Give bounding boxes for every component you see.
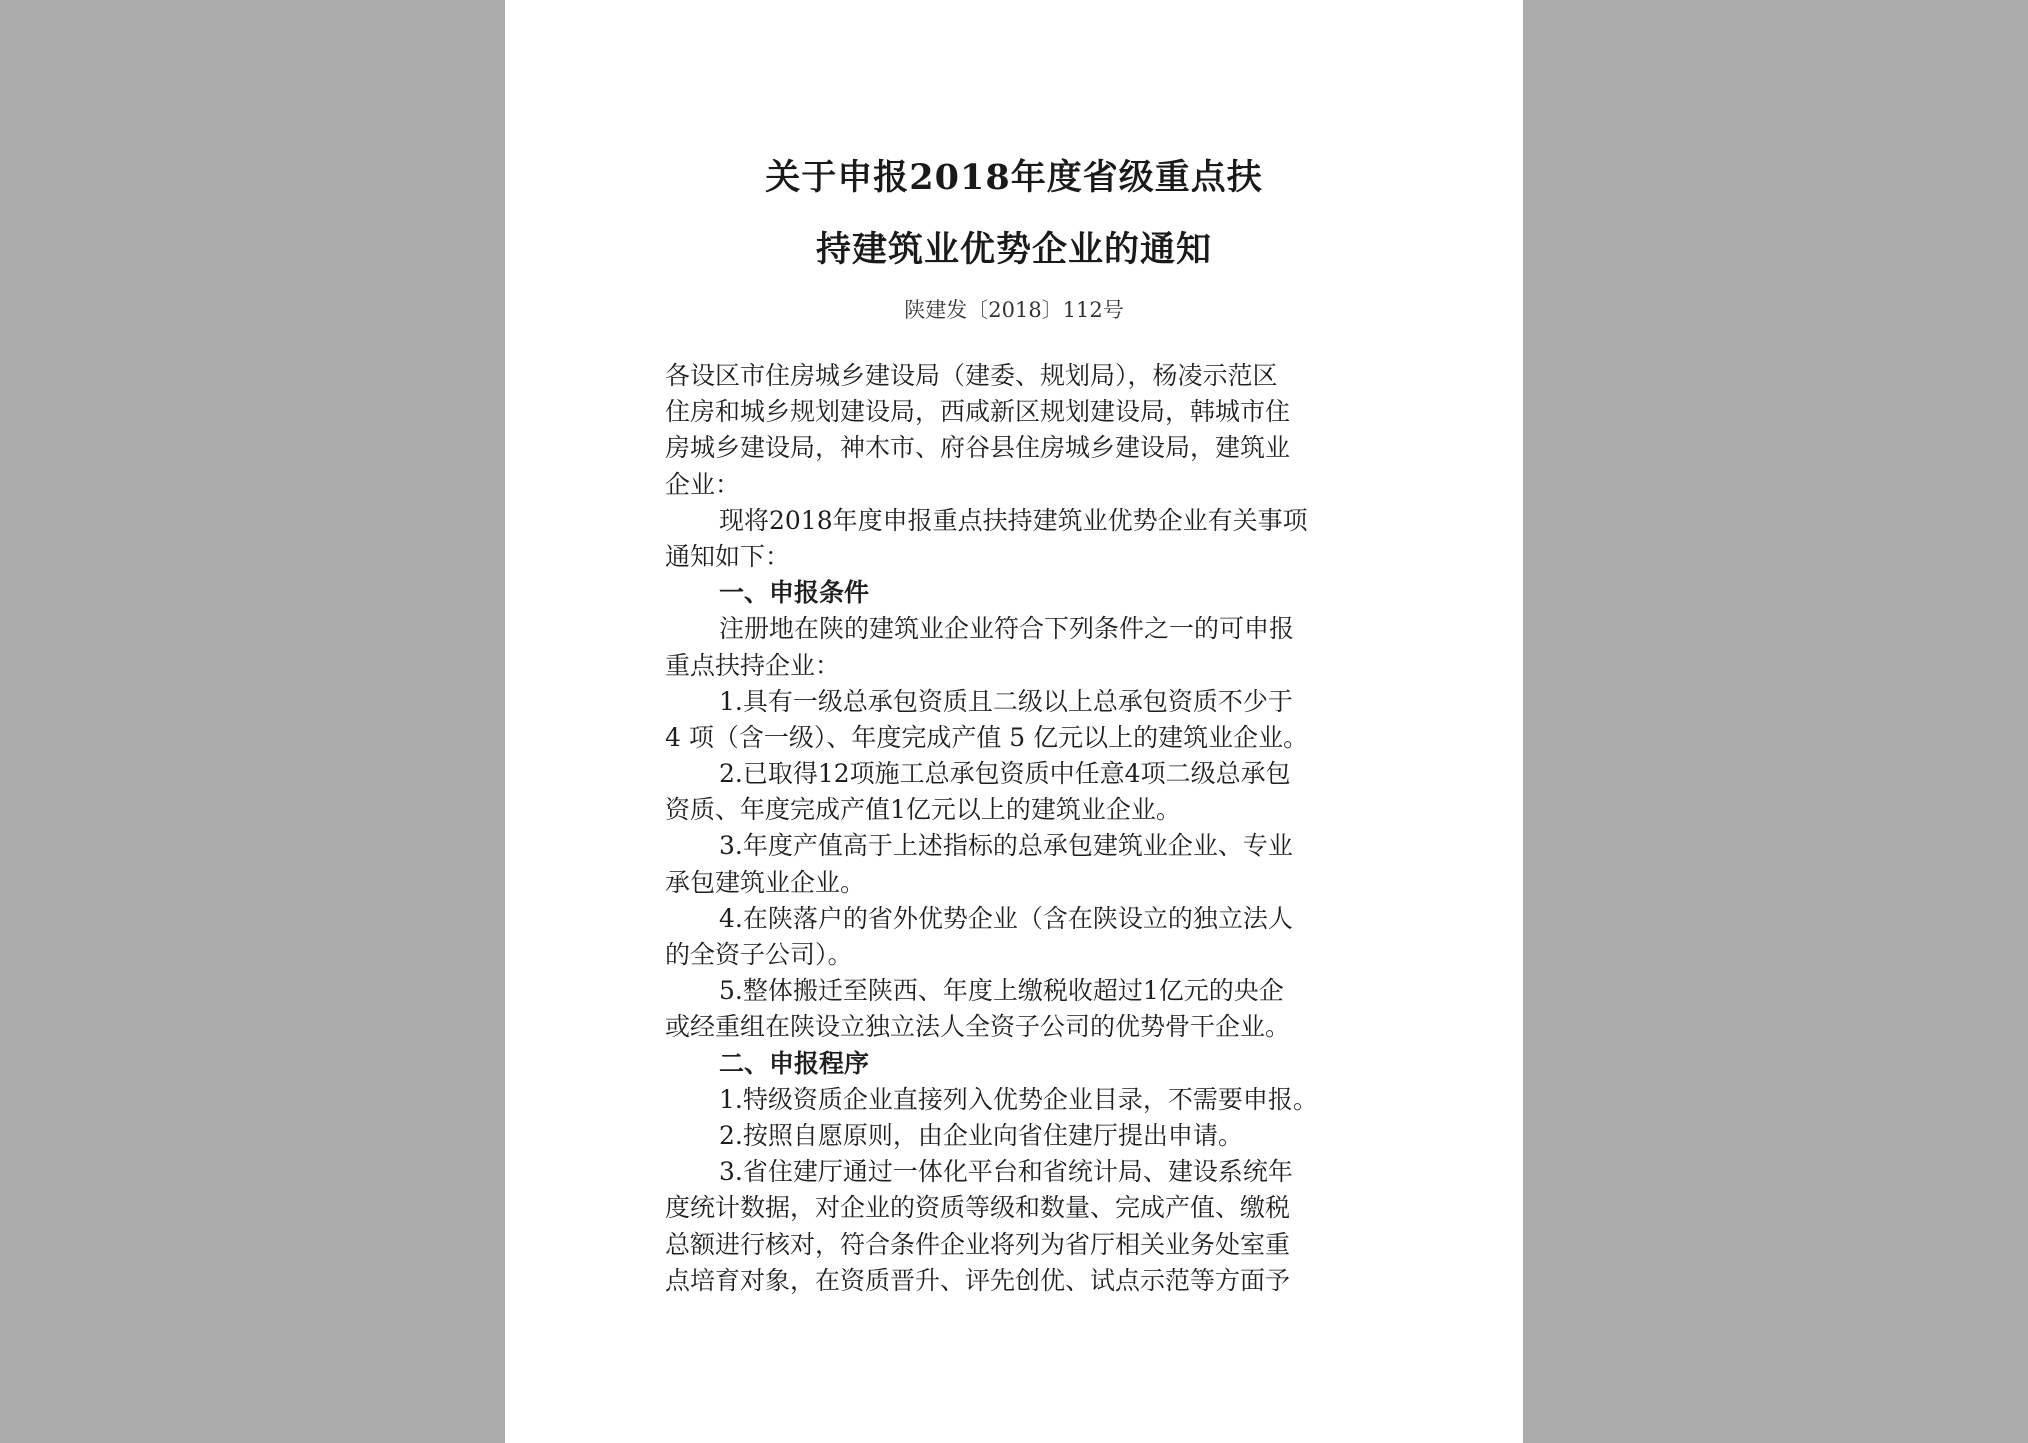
- section-heading: 二、申报程序: [719, 1048, 870, 1078]
- body-text-line: 资质、年度完成产值1亿元以上的建筑业企业。: [665, 795, 1181, 825]
- body-text-line: 度统计数据，对企业的资质等级和数量、完成产值、缴税: [665, 1193, 1291, 1223]
- body-text-line: 3.省住建厅通过一体化平台和省统计局、建设系统年: [719, 1157, 1293, 1187]
- body-text-line: 1.具有一级总承包资质且二级以上总承包资质不少于: [719, 686, 1293, 716]
- body-text-line: 房城乡建设局，神木市、府谷县住房城乡建设局，建筑业: [665, 433, 1291, 463]
- body-text-line: 或经重组在陕设立独立法人全资子公司的优势骨干企业。: [665, 1012, 1291, 1042]
- body-text-line: 各设区市住房城乡建设局（建委、规划局），杨凌示范区: [665, 361, 1278, 390]
- body-text-line: 3.年度产值高于上述指标的总承包建筑业企业、专业: [719, 831, 1293, 861]
- body-text-line: 通知如下：: [665, 541, 791, 571]
- document-number: 陕建发〔2018〕112号: [904, 298, 1124, 322]
- body-text-line: 4.在陕落户的省外优势企业（含在陕设立的独立法人: [719, 903, 1293, 933]
- document-body: [665, 358, 1365, 1299]
- body-text-line: 5.整体搬迁至陕西、年度上缴税收超过1亿元的央企: [719, 976, 1284, 1006]
- body-text-line: 注册地在陕的建筑业企业符合下列条件之一的可申报: [719, 614, 1295, 644]
- body-text-line: 现将2018年度申报重点扶持建筑业优势企业有关事项: [719, 505, 1308, 535]
- body-text-line: 住房和城乡规划建设局，西咸新区规划建设局，韩城市住: [665, 397, 1291, 427]
- section-heading: 一、申报条件: [719, 578, 870, 608]
- body-text-line: 1.特级资质企业直接列入优势企业目录，不需要申报。: [719, 1084, 1318, 1114]
- body-text-line: 2.按照自愿原则，由企业向省住建厅提出申请。: [719, 1120, 1243, 1150]
- body-text-line: 重点扶持企业：: [665, 650, 841, 680]
- document-page: [505, 0, 1523, 1443]
- body-text-line: 企业：: [665, 469, 741, 499]
- document-title-line-1: 关于申报2018年度省级重点扶: [765, 157, 1263, 198]
- body-text-line: 2.已取得12项施工总承包资质中任意4项二级总承包: [719, 759, 1291, 789]
- body-text-line: 总额进行核对，符合条件企业将列为省厅相关业务处室重: [665, 1229, 1291, 1259]
- document-title-line-2: 持建筑业优势企业的通知: [815, 229, 1212, 270]
- body-text-line: 的全资子公司）。: [665, 940, 853, 969]
- body-text-line: 点培育对象，在资质晋升、评先创优、试点示范等方面予: [665, 1265, 1291, 1295]
- body-text-line: 承包建筑业企业。: [665, 867, 866, 897]
- body-text-line: 4 项（含一级）、年度完成产值 5 亿元以上的建筑业企业。: [665, 722, 1309, 752]
